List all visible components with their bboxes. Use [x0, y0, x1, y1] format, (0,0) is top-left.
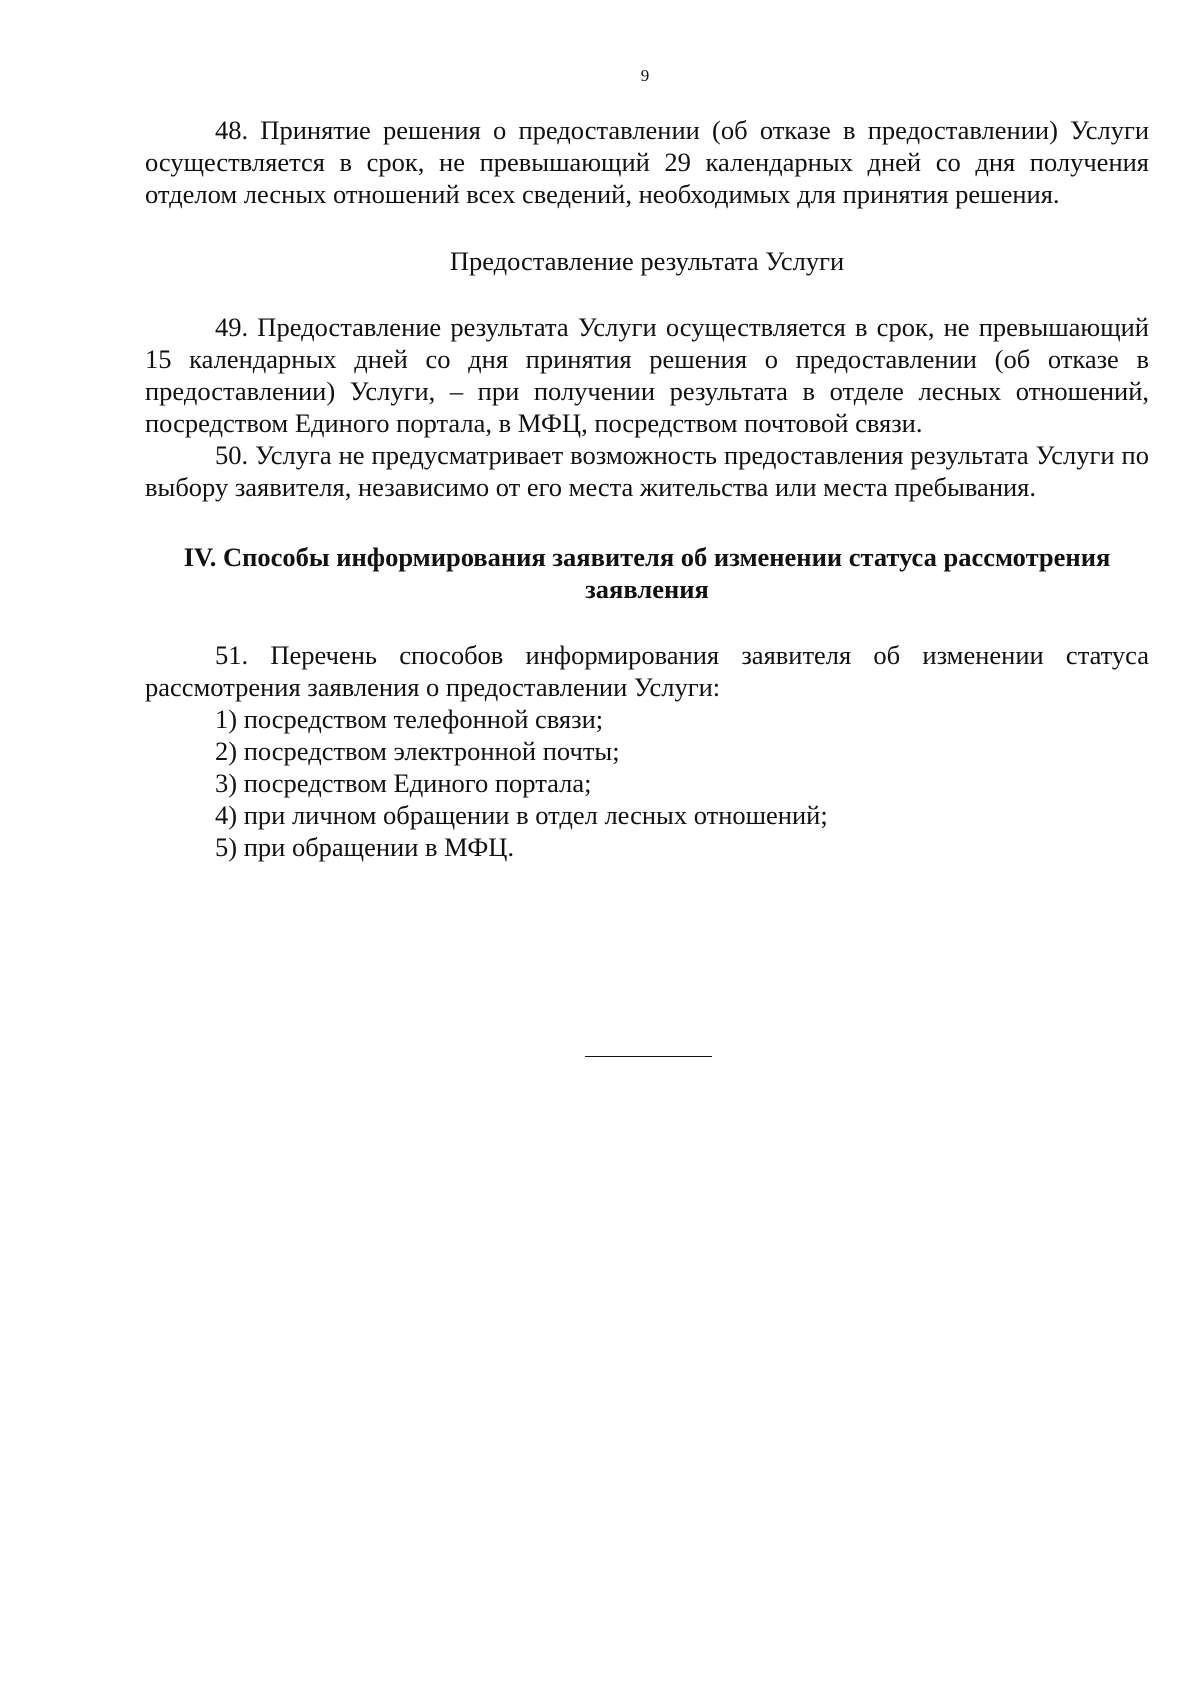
list-item-5: 5) при обращении в МФЦ.	[215, 832, 515, 862]
list-item-1: 1) посредством телефонной связи;	[215, 704, 604, 734]
list-item-4: 4) при личном обращении в отдел лесных отношений;	[215, 800, 828, 830]
subheading-result: Предоставление результата Услуги	[449, 246, 845, 276]
list-item-2: 2) посредством электронной почты;	[215, 736, 620, 766]
document-body	[145, 114, 1149, 863]
paragraph-50: 50. Услуга не предусматривает возможность предоставления результата Услуги по выбору заявителя, независимо от его места жительства или места пребывания.	[145, 440, 1149, 502]
list-item-3: 3) посредством Единого портала;	[215, 768, 592, 798]
paragraph-49: 49. Предоставление результата Услуги осуществляется в срок, не превышающий 15 календарных дней со дня принятия решения о предоставлении (об отказе в предоставлении) Услуги, – при получении результата в отделе лесных отношений, посредством Единого портала, в МФЦ, посредством почтовой связи.	[145, 312, 1149, 438]
section-heading-iv: IV. Способы информирования заявителя об изменении статуса рассмотрения заявления	[183, 542, 1111, 604]
paragraph-48: 48. Принятие решения о предоставлении (об отказе в предоставлении) Услуги осуществляется в срок, не превышающий 29 календарных дней со дня получения отделом лесных отношений всех сведений, необходимых для принятия решения.	[145, 115, 1149, 209]
page-number: 9	[640, 66, 650, 85]
end-divider-line	[585, 1056, 712, 1057]
paragraph-51: 51. Перечень способов информирования заявителя об изменении статуса рассмотрения заявления о предоставлении Услуги:	[145, 640, 1149, 702]
